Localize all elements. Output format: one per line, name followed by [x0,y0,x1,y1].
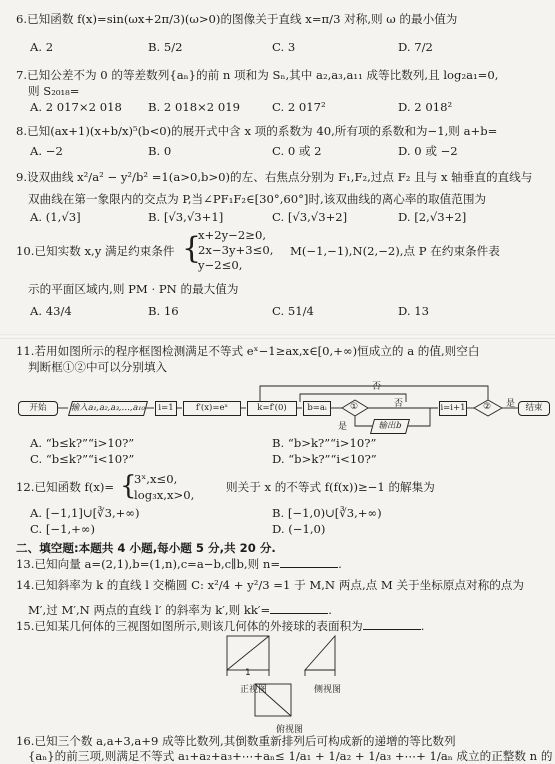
q10-lead: 10.已知实数 x,y 满足约束条件 [16,244,175,258]
flow-no-2: 否 [372,382,382,392]
q14-line2: M′,过 M′,N 两点的直线 l′ 的斜率为 k′,则 kk′= . [28,603,332,617]
q11-option-a: A. “b≤k?”“i>10?” [30,436,135,450]
q8-stem: 8.已知(ax+1)(x+b/x)⁵(b<0)的展开式中含 x 项的系数为 40,所有项的系数和为−1,则 a+b= [16,124,498,138]
paper-fold [0,334,555,339]
q9-option-d: D. [2,√3+2] [398,210,467,224]
flow-end: 结束 [518,401,550,416]
q6-option-d: D. 7/2 [398,40,433,54]
q13-text: 13.已知向量 a=(2,1),b=(1,n),c=a−b,c∥b,则 n= [16,557,281,571]
q9-line2: 双曲线在第一象限内的交点为 P,当∠PF₁F₂∈[30°,60°]时,该双曲线的离心率的取值范围为 [28,192,487,206]
q7-line1: 7.已知公差不为 0 的等差数列{aₙ}的前 n 项和为 Sₙ,其中 a₂,a₃,a₁₁ 成等比数列,且 log₂a₁=0, [16,68,499,82]
q9-line1: 9.设双曲线 x²/a² − y²/b² =1(a>0,b>0)的左、右焦点分别为 F₁,F₂,过点 F₂ 且与 x 轴垂直的直线与 [16,170,533,184]
q10-constraint-3: y−2≤0, [198,258,243,272]
q10-option-d: D. 13 [398,304,430,318]
q7-option-c: C. 2 017² [272,100,326,114]
q7-option-d: D. 2 018² [398,100,453,114]
q12-stem: 12.已知函数 f(x)= [16,480,115,494]
flow-yes-1: 是 [338,422,348,432]
q10-constraint-2: 2x−3y+3≤0, [198,243,274,257]
flow-yes-2: 是 [506,399,516,409]
q12-option-b: B. [−1,0)∪[∛3,+∞) [272,506,382,520]
q11-line2: 判断框①②中可以分别填入 [28,360,168,374]
q9-option-b: B. [√3,√3+1] [148,210,224,224]
flow-cond-2: ② [483,402,492,412]
q8-option-d: D. 0 或 −2 [398,144,458,158]
q15-answer-blank[interactable] [363,618,421,630]
q14-text: M′,过 M′,N 两点的直线 l′ 的斜率为 k′,则 kk′= [28,603,271,617]
q10-tail: M(−1,−1),N(2,−2),点 P 在约束条件表 [290,244,500,258]
q10-line2: 示的平面区域内,则 PM · PN 的最大值为 [28,282,239,296]
flow-k: k=f′(0) [247,401,297,416]
q16-line2: {aₙ}的前三项,则满足不等式 a₁+a₂+a₃+⋯+aₙ≤ 1/a₁ + 1/a₂ + 1/a₃ +⋯+ 1/aₙ 成立的正整数 n 的 [28,749,553,763]
q7-option-b: B. 2 018×2 019 [148,100,240,114]
q8-option-c: C. 0 或 2 [272,144,322,158]
q12-option-a: A. [−1,1]∪[∛3,+∞) [30,506,140,520]
q10-option-a: A. 43/4 [30,304,72,318]
label-one: 1 [245,668,251,678]
q11-option-b: B. “b>k?”“i>10?” [272,436,377,450]
flow-b: b=aᵢ [303,401,331,416]
q15-stem: 15.已知某几何体的三视图如图所示,则该几何体的外接球的表面积为 . [16,619,425,633]
q14-answer-blank[interactable] [270,602,328,614]
q8-option-a: A. −2 [30,144,63,158]
q8-option-b: B. 0 [148,144,172,158]
q10-option-c: C. 51/4 [272,304,314,318]
flow-output: 输出b [370,419,410,434]
q6-option-a: A. 2 [30,40,54,54]
q6-option-c: C. 3 [272,40,296,54]
q16-line1: 16.已知三个数 a,a+3,a+9 成等比数列,其倒数重新排列后可构成新的递增的等比数列 [16,734,456,748]
flow-cond-1: ① [350,402,359,412]
q12-tail: 则关于 x 的不等式 f(f(x))≥−1 的解集为 [226,480,435,494]
q10-brace: { [182,231,202,266]
q13-answer-blank[interactable] [280,556,338,568]
flow-no-1: 否 [394,399,404,409]
section-fill-in-title: 二、填空题:本题共 4 小题,每小题 5 分,共 20 分. [16,541,276,555]
q15-text: 15.已知某几何体的三视图如图所示,则该几何体的外接球的表面积为 [16,619,363,633]
q6-stem: 6.已知函数 f(x)=sin(ωx+2π/3)(ω>0)的图像关于直线 x=π/3 对称,则 ω 的最小值为 [16,12,458,26]
flow-increment: i=i+1 [439,401,467,416]
q9-option-a: A. (1,√3] [30,210,81,224]
q7-line2: 则 S₂₀₁₈= [28,84,80,98]
q10-constraint-1: x+2y−2≥0, [198,228,267,242]
flow-derivative: f′(x)=eˣ [183,401,241,416]
label-top-view: 俯视图 [276,725,304,735]
q13-stem: 13.已知向量 a=(2,1),b=(1,n),c=a−b,c∥b,则 n= . [16,557,342,571]
q12-brace: { [120,471,137,501]
q7-option-a: A. 2 017×2 018 [30,100,122,114]
q11-line1: 11.若用如图所示的程序框图检测满足不等式 eˣ−1≥ax,x∈[0,+∞)恒成立的 a 的值,则空白 [16,344,480,358]
q9-option-c: C. [√3,√3+2] [272,210,348,224]
q12-piece-2: log₃x,x>0, [134,488,195,502]
q10-option-b: B. 16 [148,304,179,318]
q11-option-c: C. “b≤k?”“i<10?” [30,452,135,466]
q12-option-c: C. [−1,+∞) [30,522,96,536]
q12-option-d: D. (−1,0) [272,522,326,536]
label-front-view: 正视图 [240,685,268,695]
q12-piece-1: 3ˣ,x≤0, [134,472,178,486]
q11-option-d: D. “b>k?”“i<10?” [272,452,377,466]
flow-i-init: i=1 [155,401,177,416]
q6-option-b: B. 5/2 [148,40,183,54]
flow-start: 开始 [18,401,58,416]
q14-line1: 14.已知斜率为 k 的直线 l 交椭圆 C: x²/4 + y²/3 =1 于 M,N 两点,点 M 关于坐标原点对称的点为 [16,578,524,592]
label-side-view: 侧视图 [314,685,342,695]
flow-input: 输入a₁,a₂,a₃,…,a₁₀ [68,401,148,416]
